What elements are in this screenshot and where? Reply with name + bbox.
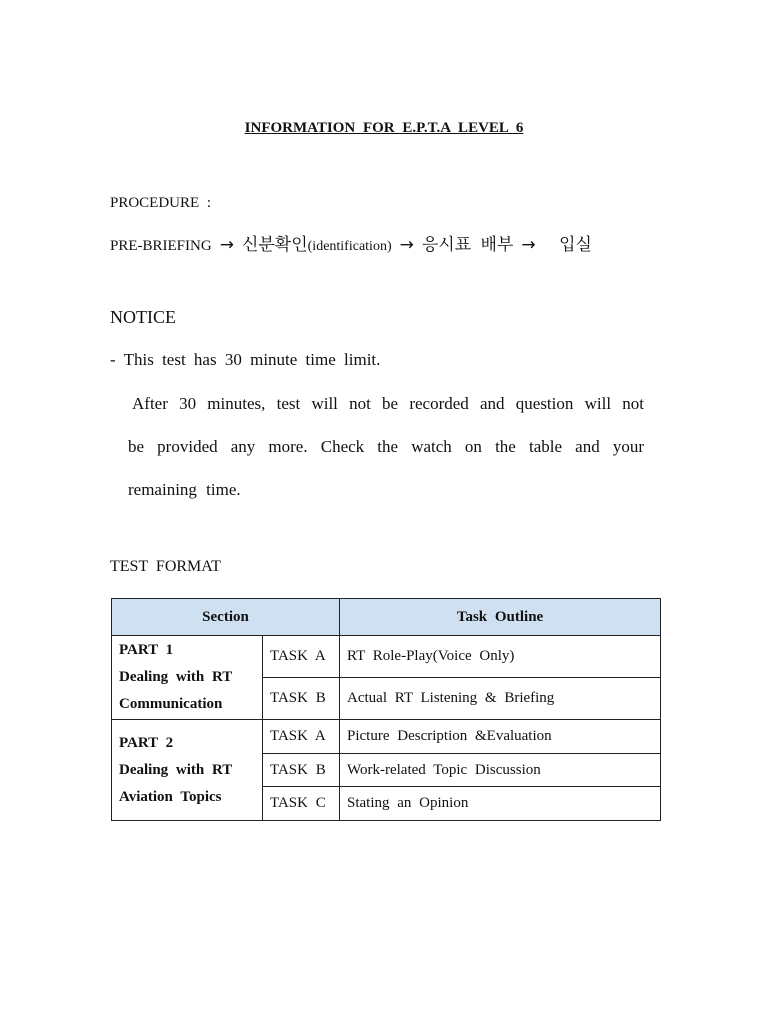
part-label: PART 2 (119, 734, 174, 751)
notice-heading: NOTICE (110, 307, 176, 327)
task-outline: Picture Description &Evaluation (340, 720, 661, 754)
step-ticket-distribution: 응시표 배부 (421, 235, 514, 255)
task-label: TASK B (263, 754, 340, 787)
arrow-icon: → (521, 235, 536, 255)
task-outline: Stating an Opinion (340, 787, 661, 821)
task-label: TASK A (263, 720, 340, 754)
title-text: INFORMATION FOR E.P.T.A LEVEL 6 (244, 120, 524, 136)
procedure-steps (110, 230, 592, 255)
test-format-heading: TEST FORMAT (110, 558, 221, 575)
step-identification-ko: 신분확인 (241, 235, 308, 255)
notice-paragraph-text: After 30 minutes, test will not be recorded and question will not be provided any more. Check the watch on the table and your remaining time. (128, 394, 644, 499)
column-header-section: Section (112, 599, 340, 636)
procedure-label: PROCEDURE : (110, 195, 212, 211)
arrow-icon: → (219, 235, 234, 255)
document-title (0, 120, 768, 137)
part-desc-line2: Aviation Topics (119, 788, 222, 805)
notice-item: - This test has 30 minute time limit. (110, 350, 381, 369)
task-outline: Work-related Topic Discussion (340, 754, 661, 787)
part-desc-line2: Communication (119, 696, 223, 712)
part-desc-line1: Dealing with RT (119, 669, 233, 685)
part-label: PART 1 (119, 642, 174, 658)
table-row (112, 720, 661, 754)
step-identification-en: (identification) (307, 239, 392, 254)
test-format-table (111, 598, 661, 821)
table-row (112, 636, 661, 678)
task-outline: RT Role-Play(Voice Only) (340, 636, 661, 678)
step-prebriefing: PRE-BRIEFING (110, 238, 212, 254)
task-outline: Actual RT Listening & Briefing (340, 678, 661, 720)
task-label: TASK A (263, 636, 340, 678)
arrow-icon: → (399, 235, 414, 255)
part-1-cell (112, 636, 263, 720)
table-header-row (112, 599, 661, 636)
column-header-task-outline: Task Outline (340, 599, 661, 636)
notice-paragraph (128, 382, 644, 511)
task-label: TASK C (263, 787, 340, 821)
step-entry: 입실 (559, 235, 592, 255)
task-label: TASK B (263, 678, 340, 720)
part-desc-line1: Dealing with RT (119, 761, 233, 778)
part-2-cell (112, 720, 263, 821)
